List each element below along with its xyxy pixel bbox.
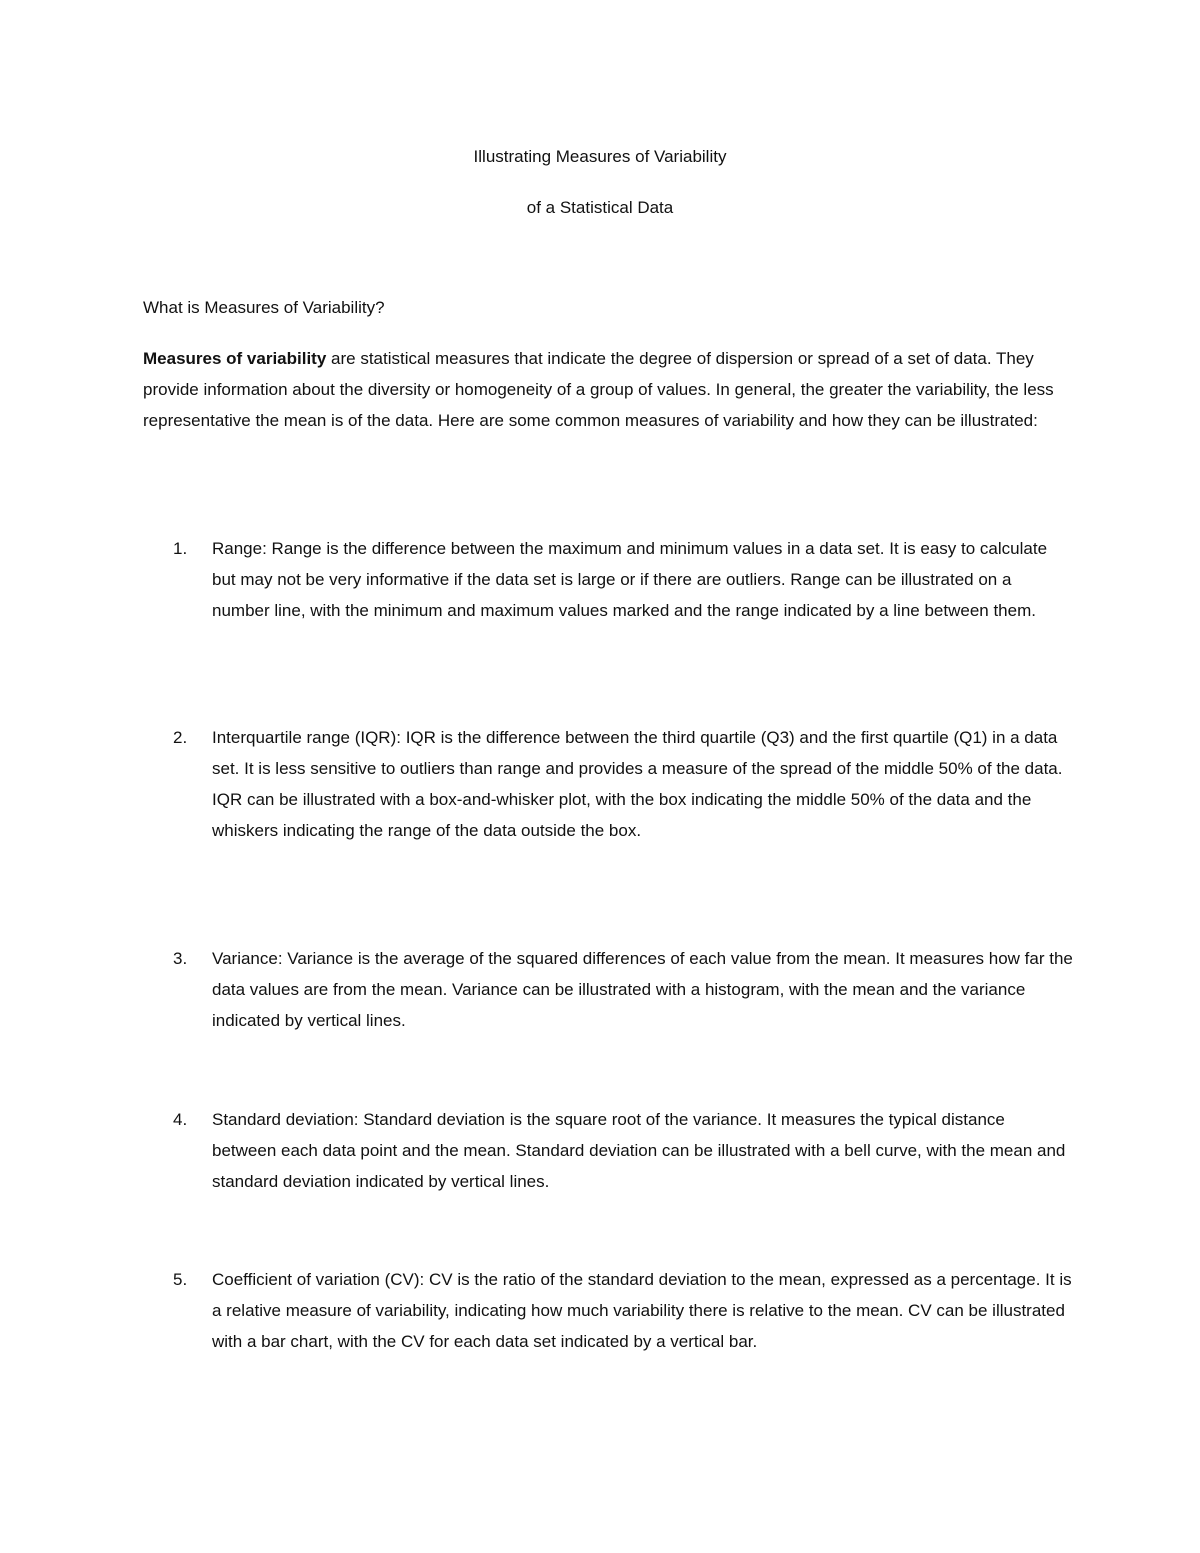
list-item-number: 2. [173,728,188,747]
list-item-text: Range: Range is the difference between the maximum and minimum values in a data set. It is easy to calculate but may not be very informative if the data set is large or if there are outliers. Range can be illustrated on a number line, with the minimum and maximum values marked and the range indicated by a line between them. [212,539,1048,620]
intro-paragraph [143,343,1068,436]
intro-bold-term: Measures of variability [143,349,327,368]
list-item-text: Standard deviation: Standard deviation is the square root of the variance. It measures the typical distance between each data point and the mean. Standard deviation can be illustrated with a bell curve, with the mean and standard deviation indicated by vertical lines. [212,1110,1066,1191]
list-item-iqr [143,722,1073,846]
intro-text: are statistical measures that indicate the degree of dispersion or spread of a set of data. They provide information about the diversity or homogeneity of a group of values. In general, the greater the variability, the less representative the mean is of the data. Here are some common measures of variability and how they can be illustrated: [143,349,1054,430]
list-item-text: Interquartile range (IQR): IQR is the difference between the third quartile (Q3) and the first quartile (Q1) in a data set. It is less sensitive to outliers than range and provides a measure of the spread of the middle 50% of the data. IQR can be illustrated with a box-and-whisker plot, with the box indicating the middle 50% of the data and the whiskers indicating the range of the data outside the box. [212,728,1063,840]
list-item-coefficient-of-variation [143,1264,1073,1357]
list-item-variance [143,943,1073,1036]
list-item-standard-deviation [143,1104,1073,1197]
document-title: Illustrating Measures of Variability [473,147,727,166]
document-subtitle: of a Statistical Data [526,198,674,217]
list-item-text: Variance: Variance is the average of the squared differences of each value from the mean. It measures how far the data values are from the mean. Variance can be illustrated with a histogram, with the mean and the variance indicated by vertical lines. [212,949,1073,1030]
section-question: What is Measures of Variability? [143,298,385,317]
list-item-number: 3. [173,949,188,968]
list-item-text: Coefficient of variation (CV): CV is the ratio of the standard deviation to the mean, expressed as a percentage. It is a relative measure of variability, indicating how much variability there is relative to the mean. CV can be illustrated with a bar chart, with the CV for each data set indicated by a vertical bar. [212,1270,1072,1351]
list-item-number: 1. [173,539,188,558]
list-item-number: 4. [173,1110,188,1129]
list-item-range [143,533,1073,626]
list-item-number: 5. [173,1270,188,1289]
